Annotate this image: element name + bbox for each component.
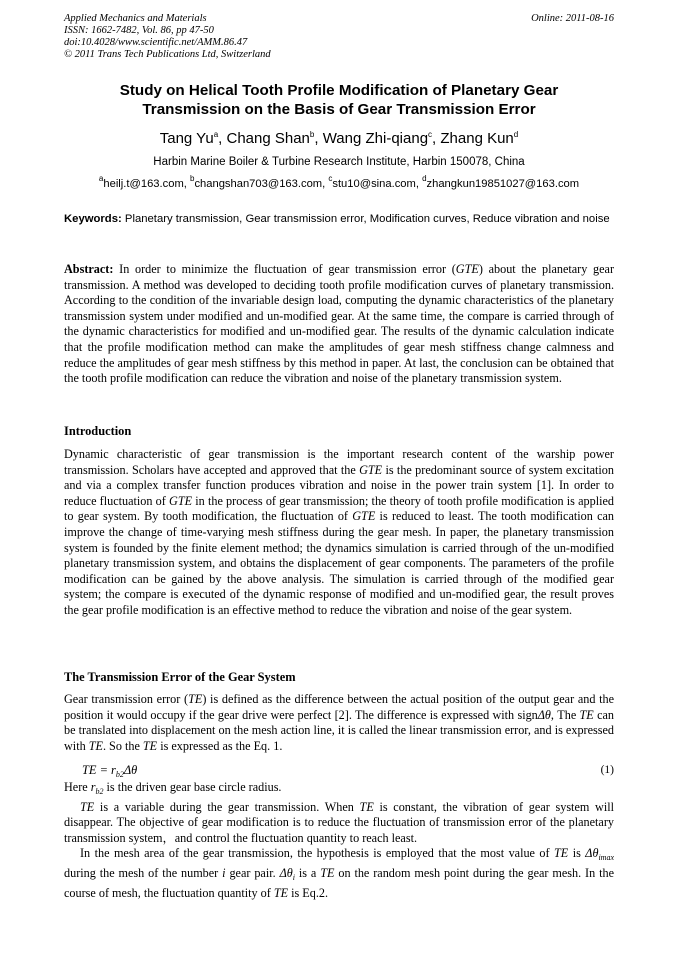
imax-subscript: imax bbox=[598, 853, 614, 863]
te-term: TE bbox=[273, 885, 289, 900]
journal-metadata bbox=[64, 13, 271, 61]
keywords-label: Keywords: bbox=[64, 213, 122, 225]
equation-term: = r bbox=[96, 763, 116, 777]
paragraph-text: gear pair. bbox=[225, 865, 280, 880]
doi-line[interactable]: doi:10.4028/www.scientific.net/AMM.86.47 bbox=[64, 37, 248, 48]
paragraph-text: during the mesh of the number bbox=[64, 865, 223, 880]
copyright-line: © 2011 Trans Tech Publications Ltd, Switzerland bbox=[64, 49, 271, 60]
author-name: Tang Yu bbox=[159, 130, 214, 147]
te-term: TE bbox=[88, 738, 103, 753]
author-list: Tang Yu$^a$, Chang Shan$^b$, Wang Zhi-qiang$^c$, Zhang Kun$^d$ bbox=[159, 130, 519, 147]
email-address[interactable]: stu10@sina.com bbox=[332, 178, 416, 190]
title-line-2: Transmission on the Basis of Gear Transmission Error bbox=[142, 101, 536, 118]
paragraph-text: . So the bbox=[102, 738, 143, 753]
email-mark: b bbox=[189, 174, 195, 183]
email-address[interactable]: zhangkun19851027@163.com bbox=[426, 178, 580, 190]
email-list: $^a$heilj.t@163.com, $^b$changshan703@163.com, $^c$stu10@sina.com, $^d$zhangkun19851027@163.com bbox=[98, 174, 580, 190]
author-name: Wang Zhi-qiang bbox=[322, 130, 429, 147]
te-term: TE bbox=[579, 707, 594, 722]
paper-title bbox=[64, 81, 614, 119]
author-name: Zhang Kun bbox=[440, 130, 514, 147]
author-name: Chang Shan bbox=[226, 130, 310, 147]
abstract bbox=[64, 262, 614, 387]
introduction-paragraph bbox=[64, 447, 614, 619]
paragraph-text: ) is defined as the difference between the actual position of the output gear and the position it would occupy if the gear drive were perfect [2]. The difference is expressed with sign bbox=[64, 692, 614, 722]
email-address[interactable]: changshan703@163.com bbox=[194, 178, 323, 190]
te-term: TE bbox=[188, 692, 203, 706]
equation-lhs: TE bbox=[82, 763, 97, 777]
gte-term: GTE bbox=[352, 509, 376, 524]
section-heading-introduction: Introduction bbox=[64, 424, 132, 438]
radius-subscript: b2 bbox=[95, 787, 104, 796]
paragraph-text: is bbox=[568, 846, 586, 861]
equation-1-number: (1) bbox=[600, 764, 614, 776]
paragraph-text: is constant, the vibration of gear system will disappear. The objective of gear modification is to reduce the fluctuation of transmission error of the planetary transmission system，and control the fluctuation quantity to reach least. bbox=[64, 799, 614, 845]
keywords-text: Planetary transmission, Gear transmission error, Modification curves, Reduce vibration and noise bbox=[124, 213, 610, 225]
delta-theta-symbol: Δθ bbox=[279, 865, 293, 880]
index-symbol: i bbox=[222, 865, 226, 880]
paragraph-text: can be translated into displacement on the mesh action line, it is called the linear transmission error, and is expressed with bbox=[64, 707, 614, 753]
te-term: TE bbox=[359, 799, 374, 814]
abstract-text: ) about the planetary gear transmission. A method was developed to deciding tooth profile modification curves of planetary transmission. According to the condition of the invariable design load, computing the dynamic characteristics of the planetary transmission system under modified and un-modified gear. At the same time, the compare is carried through of the dynamic characteristics for modified and un-modified gear. The results of the dynamic calculation indicate that the profile modification method can make the amplitudes of gear mesh stiffness change calmness and reduce the amplitudes of gear mesh stiffness by this method in paper. At last, the conclusion can be obtained that the tooth profile modification can reduce the vibration and noise of the planetary transmission system. bbox=[64, 262, 615, 386]
email-mark: c bbox=[328, 174, 333, 183]
email-mark: a bbox=[98, 174, 104, 183]
transmission-error-paragraph bbox=[64, 692, 614, 754]
paragraph-text: in the process of gear transmission; the theory of tooth profile modification is applied to gear system. By tooth modification, the fluctuation of bbox=[64, 493, 614, 524]
abstract-label: Abstract: bbox=[64, 262, 114, 276]
radius-symbol: r bbox=[90, 780, 96, 794]
paragraph-text: is expressed as the Eq. 1. bbox=[157, 738, 283, 753]
delta-theta-symbol: Δθ bbox=[537, 707, 551, 722]
email-address[interactable]: heilj.t@163.com bbox=[103, 178, 184, 190]
te-term: TE bbox=[554, 846, 569, 861]
gte-term: GTE bbox=[169, 493, 193, 508]
paragraph-text: is the driven gear base circle radius. bbox=[103, 780, 282, 794]
section-heading-transmission-error: The Transmission Error of the Gear System bbox=[64, 670, 296, 684]
paragraph-text: Here bbox=[64, 780, 91, 794]
here-line bbox=[64, 780, 614, 800]
te-term: TE bbox=[142, 738, 158, 753]
paragraph-text: Gear transmission error ( bbox=[64, 692, 189, 706]
paragraph-text: on the random mesh point during the gear mesh. In the course of mesh, the fluctuation quantity of bbox=[64, 865, 614, 900]
paragraph-text: , The bbox=[550, 707, 580, 722]
paragraph-text: is a bbox=[294, 865, 321, 880]
te-variable-paragraph bbox=[64, 800, 614, 847]
paragraph-text: is Eq.2. bbox=[288, 885, 329, 900]
author-affil-mark: a bbox=[213, 130, 219, 139]
paragraph-text: is a variable during the gear transmission. When bbox=[94, 799, 360, 814]
author-affil-mark: b bbox=[309, 130, 315, 139]
journal-name: Applied Mechanics and Materials bbox=[64, 13, 207, 24]
abstract-text: In order to minimize the fluctuation of gear transmission error ( bbox=[119, 262, 456, 276]
i-subscript: i bbox=[292, 872, 295, 882]
te-term: TE bbox=[320, 865, 335, 880]
author-affil-mark: c bbox=[428, 130, 433, 139]
equation-term: Δθ bbox=[123, 763, 138, 777]
equation-subscript: b2 bbox=[115, 770, 124, 779]
email-mark: d bbox=[422, 174, 427, 183]
author-affil-mark: d bbox=[513, 130, 519, 139]
affiliation: Harbin Marine Boiler & Turbine Research Institute, Harbin 150078, China bbox=[153, 156, 525, 168]
keywords bbox=[64, 212, 614, 228]
delta-theta-symbol: Δθ bbox=[585, 846, 599, 861]
paragraph-text: Dynamic characteristic of gear transmission is the important research content of the warship power transmission. Scholars have accepted and approved that the bbox=[64, 447, 614, 477]
paragraph-text: is the predominant source of system excitation and via a complex transfer function produces vibration and noise in the power train system [1]. In order to reduce fluctuation of bbox=[64, 462, 614, 508]
transmission-error-continued bbox=[64, 780, 614, 901]
issn-line: ISSN: 1662-7482, Vol. 86, pp 47-50 bbox=[64, 25, 214, 36]
online-date: Online: 2011-08-16 bbox=[531, 13, 614, 24]
gte-term: GTE bbox=[455, 262, 479, 276]
gte-term: GTE bbox=[359, 462, 383, 477]
te-term: TE bbox=[80, 799, 95, 814]
paragraph-text: In the mesh area of the gear transmission, the hypothesis is employed that the most value of bbox=[80, 846, 555, 861]
mesh-area-paragraph bbox=[64, 846, 614, 901]
paragraph-text: is reduced to least. The tooth modification can improve the change of time-varying mesh stiffness during the gear mesh. In paper, the planetary transmission system is founded by the finite element method; the dynamics simulation is carried through of the un-modified planetary transmission system, and obtains the displacement of gear components. The parameters of the profile modification can be gained by the above analysis. The simulation is carried through of the modified gear system; the compare is executed of the dynamic response of modified and un-modified gear, the result proves the gear profile modification is an effective method to reduce the vibration and noise of the gear system. bbox=[64, 509, 614, 617]
title-line-1: Study on Helical Tooth Profile Modification of Planetary Gear bbox=[119, 82, 559, 99]
